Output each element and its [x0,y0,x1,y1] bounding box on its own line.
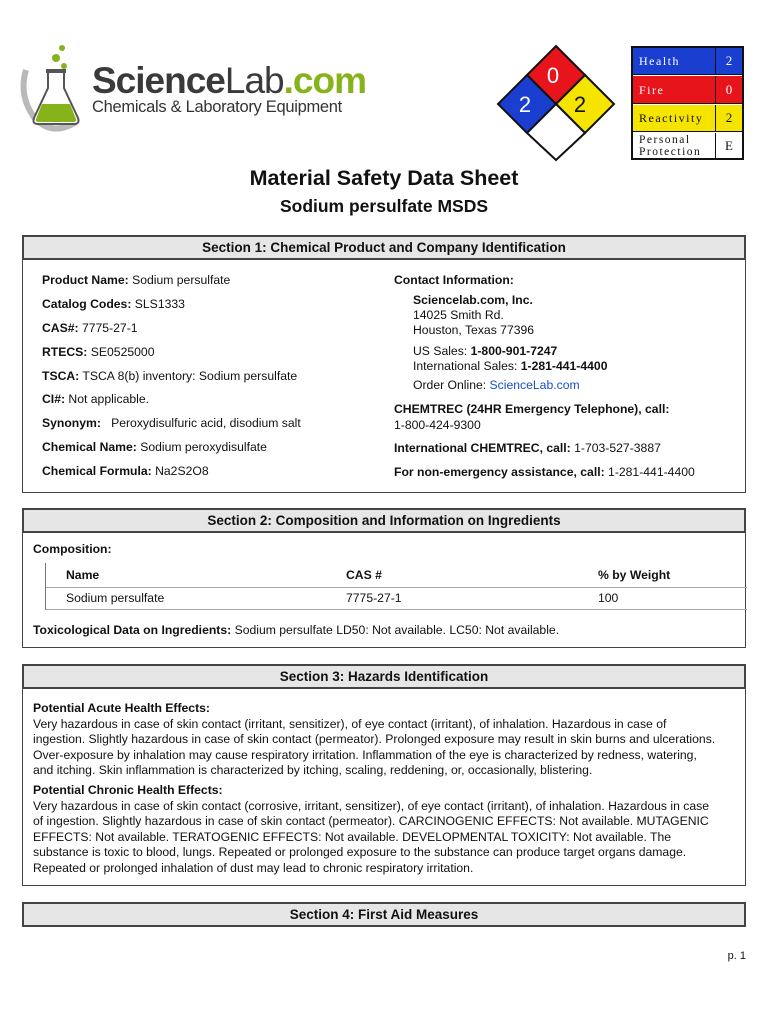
composition-table [45,563,747,610]
acute-line: Very hazardous in case of skin contact (irritant, sensitizer), of eye contact (irritant), of inhalation. Hazardous in case of [33,716,667,731]
field-product-name: Product Name: Sodium persulfate [42,273,231,287]
composition-label: Composition: [33,542,112,556]
logo-tagline: Chemicals & Laboratory Equipment [92,98,342,116]
chronic-health-effects [33,783,739,876]
table-header-name: Name [66,568,100,582]
contact-us-sales: US Sales: 1-800-901-7247 [413,344,558,358]
table-cell-cas: 7775-27-1 [346,591,402,605]
acute-heading: Potential Acute Health Effects: [33,701,210,715]
chronic-line: EFFECTS: Not available. TERATOGENIC EFFECTS: Not available. DEVELOPMENTAL TOXICITY: Not available. The [33,829,672,844]
page-number: p. 1 [727,950,746,962]
acute-line: ingestion. Slightly hazardous in case of skin contact (permeator). Prolonged exposure may result in skin burns and ulcerations. [33,732,716,746]
table-cell-weight: 100 [598,591,619,605]
nfpa-reactivity-value: 2 [573,92,587,117]
contact-company: Sciencelab.com, Inc. [413,293,533,307]
nfpa-diamond [490,44,622,162]
contact-chemtrec-label: CHEMTREC (24HR Emergency Telephone), call: [394,402,670,416]
hmis-personal-protection-row: Personal Protection E [633,133,742,158]
acute-health-effects [33,701,739,779]
section2-heading: Section 2: Composition and Information on Ingredients [22,508,746,533]
sciencelab-link[interactable]: ScienceLab.com [489,378,580,392]
field-cas: CAS#: 7775-27-1 [42,321,138,335]
field-catalog-codes: Catalog Codes: SLS1333 [42,297,185,311]
sciencelab-logo[interactable] [18,42,366,137]
field-chemical-formula: Chemical Formula: Na2S2O8 [42,464,209,478]
nfpa-fire-value: 0 [546,63,560,88]
contact-nonemergency: For non-emergency assistance, call: 1-281-441-4400 [394,465,695,479]
toxicological-data: Toxicological Data on Ingredients: Sodium persulfate LD50: Not available. LC50: Not available. [33,623,560,637]
chronic-line: substance is toxic to blood, lungs. Repeated or prolonged exposure to the substance can produce target organs damage. [33,845,687,859]
acute-line: and itching. Skin inflammation is characterized by itching, scaling, reddening, or, occasionally, blistering. [33,763,593,777]
contact-heading: Contact Information: [394,273,514,287]
hmis-rating-table [631,46,744,160]
document-title: Material Safety Data Sheet [249,166,519,190]
field-synonym: Synonym: Peroxydisulfuric acid, disodium salt [42,416,301,430]
table-divider [46,609,747,610]
hmis-health-row: Health 2 [633,48,742,75]
table-divider [46,587,747,588]
contact-order-online: Order Online: ScienceLab.com [413,378,580,392]
logo-wordmark: ScienceLab.com [92,60,366,101]
hmis-fire-row: Fire 0 [633,76,742,104]
contact-address1: 14025 Smith Rd. [413,308,504,322]
hmis-reactivity-row: Reactivity 2 [633,105,742,132]
contact-intl-sales: International Sales: 1-281-441-4400 [413,359,608,373]
table-cell-name: Sodium persulfate [66,591,165,605]
chronic-line: Repeated or prolonged inhalation of dust may lead to chronic respiratory irritation. [33,860,474,875]
chronic-heading: Potential Chronic Health Effects: [33,783,223,797]
chronic-line: of ingestion. Slightly hazardous in case of skin contact (permeator). CARCINOGENIC EFFECTS: Not available. MUTAGENIC [33,814,709,828]
table-header-cas: CAS # [346,568,382,582]
section4-heading: Section 4: First Aid Measures [22,902,746,927]
nfpa-health-value: 2 [518,92,532,117]
flask-icon [18,42,90,137]
field-rtecs: RTECS: SE0525000 [42,345,155,359]
section3-heading: Section 3: Hazards Identification [22,664,746,689]
field-chemical-name: Chemical Name: Sodium peroxydisulfate [42,440,267,454]
field-tsca: TSCA: TSCA 8(b) inventory: Sodium persulfate [42,369,298,383]
document-subtitle: Sodium persulfate MSDS [279,196,489,216]
contact-intl-chemtrec: International CHEMTREC, call: 1-703-527-3887 [394,441,661,455]
acute-line: Over-exposure by inhalation may cause respiratory irritation. Inflammation of the eye is characterized by redness, watering, [33,747,697,762]
contact-chemtrec-phone: 1-800-424-9300 [394,418,481,432]
contact-address2: Houston, Texas 77396 [413,323,535,337]
section1-heading: Section 1: Chemical Product and Company Identification [22,235,746,260]
table-header-weight: % by Weight [598,568,671,582]
chronic-line: Very hazardous in case of skin contact (corrosive, irritant, sensitizer), of eye contact (irritant), of inhalation. Hazardous in case [33,798,710,813]
field-ci: CI#: Not applicable. [42,392,150,406]
